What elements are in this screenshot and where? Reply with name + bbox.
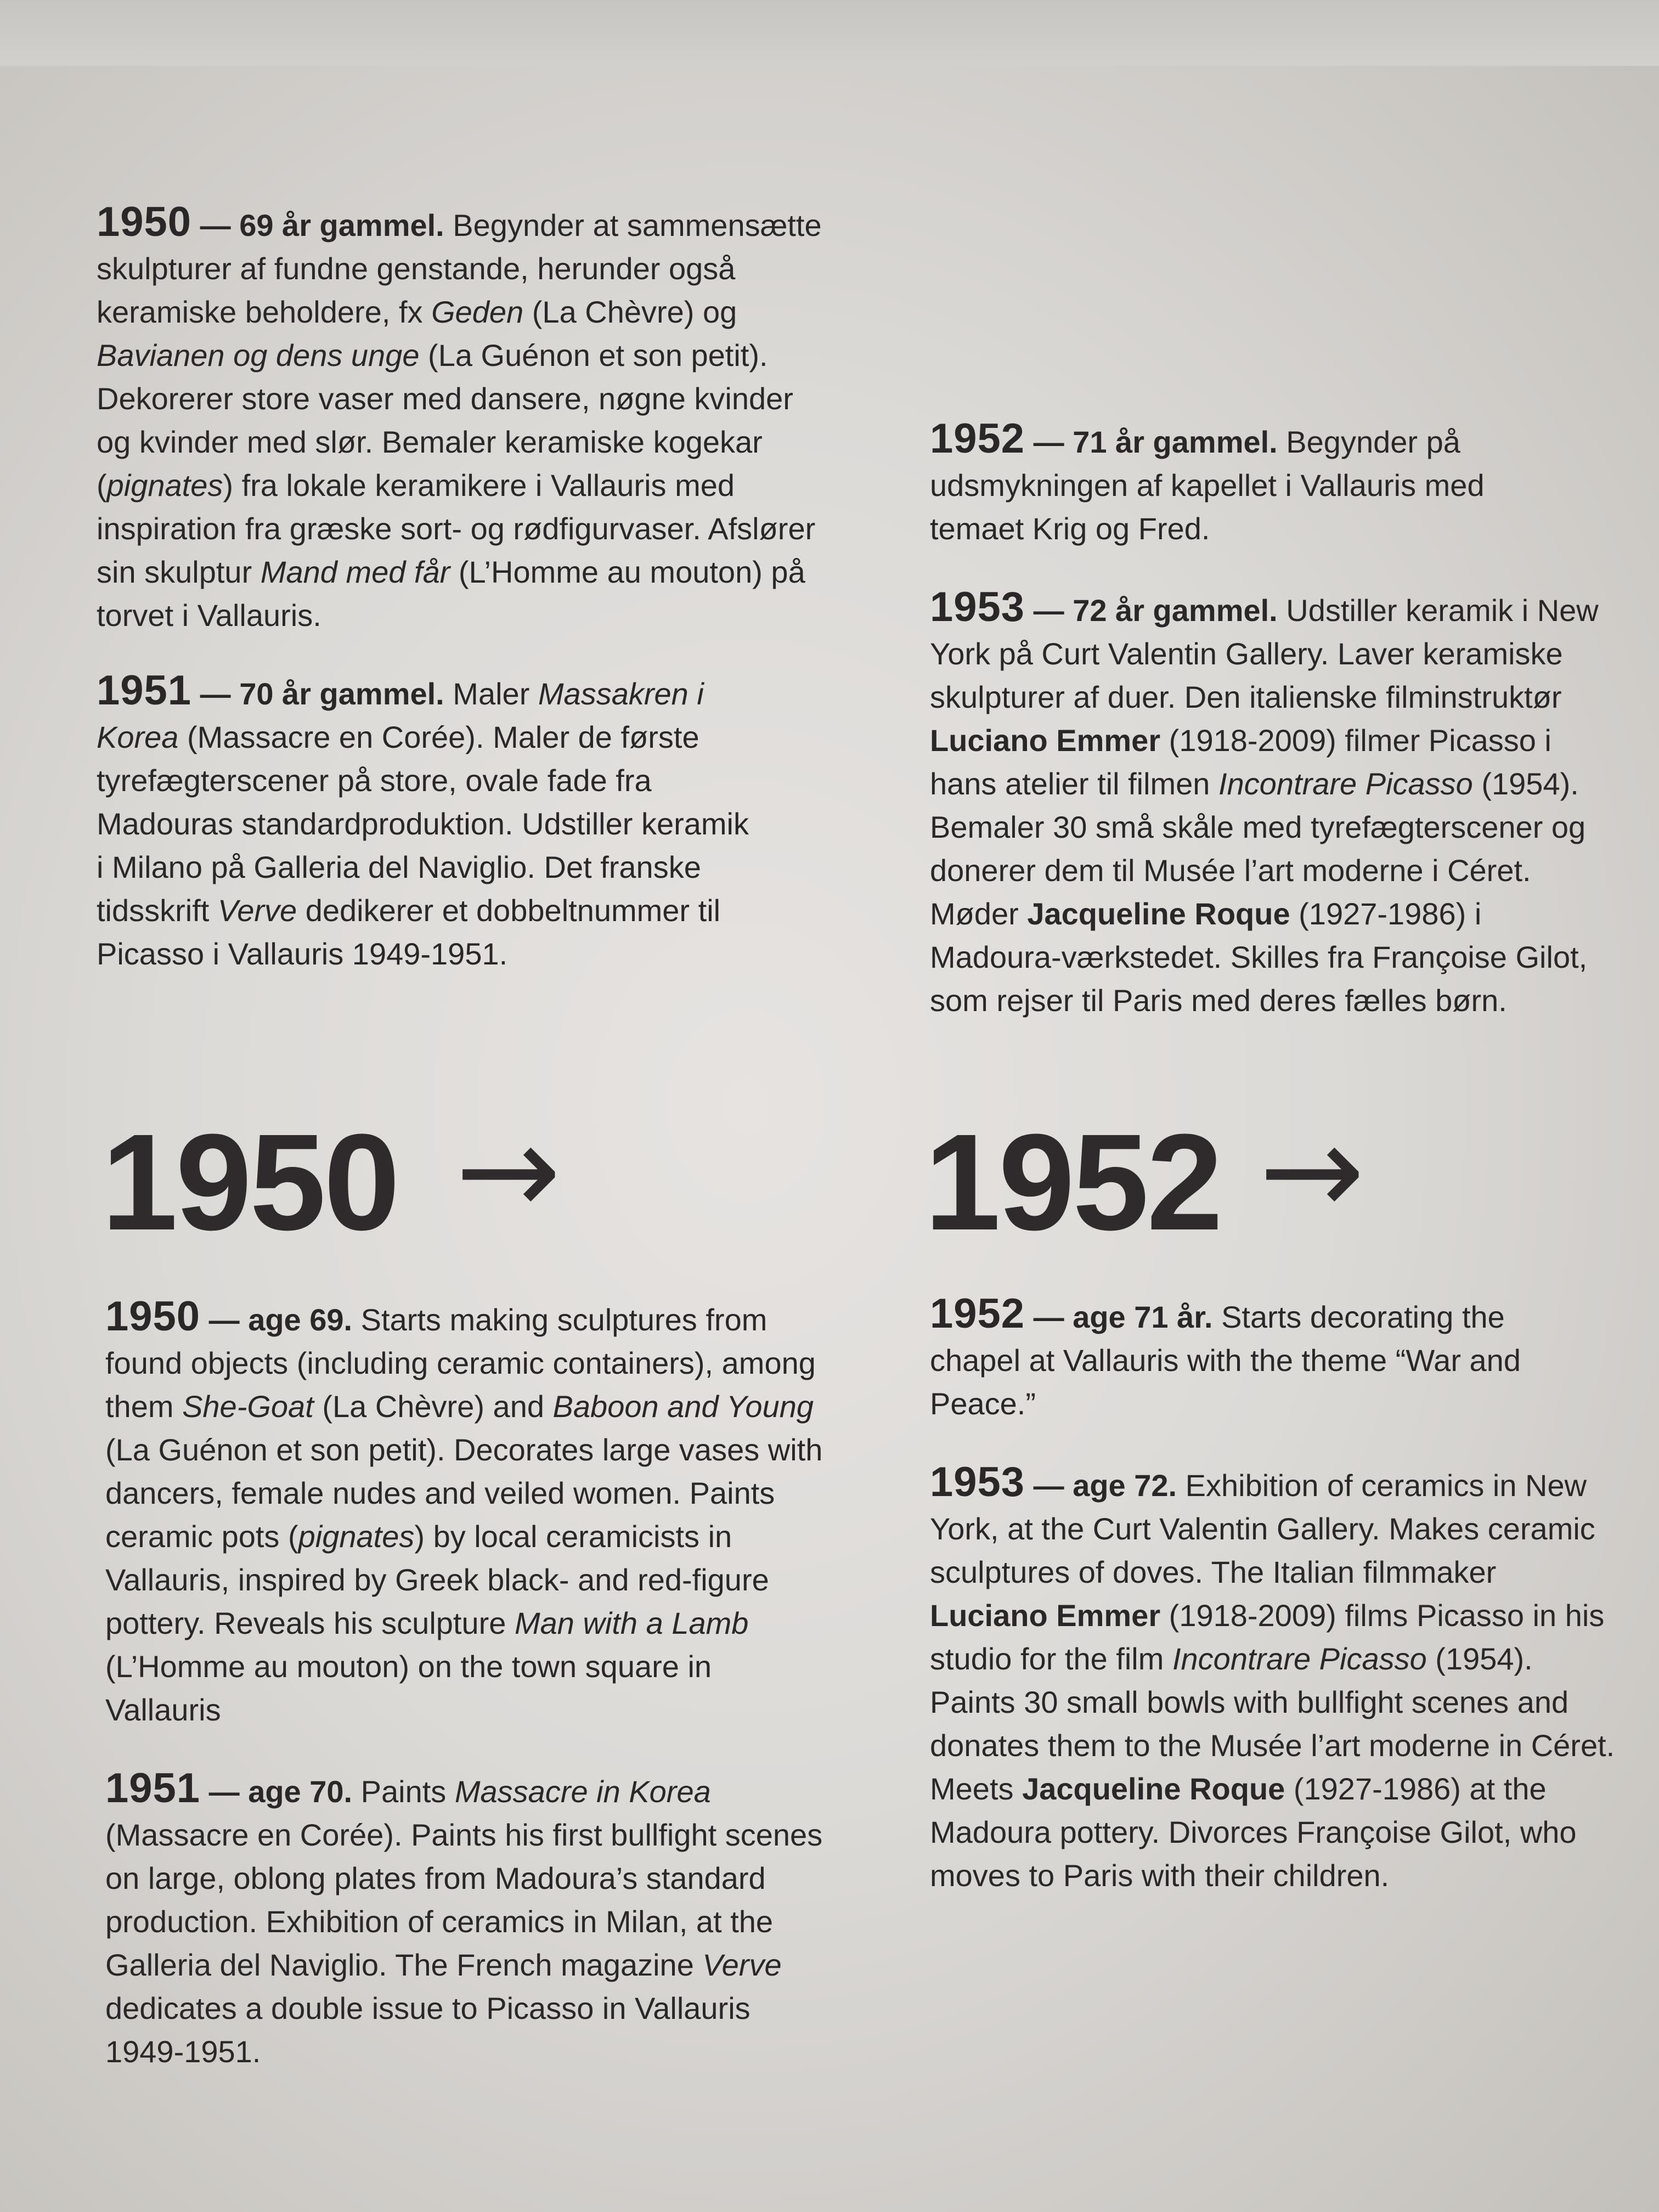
entry-year: 1953 [930, 1459, 1025, 1505]
entry-age: — age 71 år. [1033, 1300, 1213, 1334]
entry-year: 1953 [930, 584, 1025, 630]
entry-age: — age 70. [208, 1774, 353, 1809]
entry-year: 1952 [930, 415, 1025, 462]
entry-en-1953: 1953 — age 72. Exhibition of ceramics in New York, at the Curt Valentin Gallery. Makes ceramic sculptures of doves. The Italian filmmaker Luciano Emmer (1918-2009) films Picasso in his studio for the film Incontrare Picasso (1954). Paints 30 small bowls with bullfight scenes and donates them to the Musée l’art moderne in Céret. Meets Jacqueline Roque (1927-1986) at the Madoura pottery. Divorces Françoise Gilot, who moves to Paris with their children. [930, 1459, 1615, 1893]
entry-year: 1951 [97, 667, 192, 714]
danish-left-column [97, 200, 826, 975]
entry-age: — 69 år gammel. [200, 208, 444, 242]
entry-da-1951: 1951 — 70 år gammel. Maler Massakren i Korea (Massacre en Corée). Maler de første tyrefægterscener på store, ovale fade fra Madouras standardproduktion. Udstiller keramik i Milano på Galleria del Naviglio. Det franske tidsskrift Verve dedikerer et dobbeltnummer til Picasso i Vallauris 1949-1951. [97, 667, 749, 971]
danish-right-column [930, 417, 1610, 1022]
entry-year: 1952 [930, 1290, 1025, 1337]
entry-age: — 71 år gammel. [1033, 425, 1278, 459]
entry-year: 1951 [105, 1765, 201, 1812]
entry-age: — 72 år gammel. [1033, 593, 1278, 628]
entry-da-1953: 1953 — 72 år gammel. Udstiller keramik i New York på Curt Valentin Gallery. Laver keramiske skulpturer af duer. Den italienske filminstruktør Luciano Emmer (1918-2009) filmer Picasso i hans atelier til filmen Incontrare Picasso (1954). Bemaler 30 små skåle med tyrefægterscener og donerer dem til Musée l’art moderne i Céret. Møder Jacqueline Roque (1927-1986) i Madoura-værkstedet. Skilles fra Françoise Gilot, som rejser til Paris med deres fælles børn. [930, 584, 1599, 1018]
right-arrow-icon: → [455, 1098, 561, 1244]
entry-da-1950: 1950 — 69 år gammel. Begynder at sammensætte skulpturer af fundne genstande, herunder også keramiske beholdere, fx Geden (La Chèvre) og Bavianen og dens unge (La Guénon et son petit). Dekorerer store vaser med dansere, nøgne kvinder og kvinder med slør. Bemaler keramiske kogekar (pignates) fra lokale keramikere i Vallauris med inspiration fra græske sort- og rødfigurvaser. Afslører sin skulptur Mand med får (L’Homme au mouton) på torvet i Vallauris. [97, 199, 822, 633]
timeline-year-heading-left: 1950 [101, 1105, 398, 1259]
entry-da-1952: 1952 — 71 år gammel. Begynder på udsmykningen af kapellet i Vallauris med temaet Krig og Fred. [930, 415, 1485, 546]
timeline-year-heading-right: 1952 [924, 1105, 1221, 1259]
entry-year: 1950 [105, 1293, 201, 1340]
entry-en-1950: 1950 — age 69. Starts making sculptures from found objects (including ceramic containers), among them She-Goat (La Chèvre) and Baboon and Young (La Guénon et son petit). Decorates large vases with dancers, female nudes and veiled women. Paints ceramic pots (pignates) by local ceramicists in Vallauris, inspired by Greek black- and red-figure pottery. Reveals his sculpture Man with a Lamb (L’Homme au mouton) on the town square in Vallauris [105, 1293, 823, 1727]
entry-age: — age 69. [208, 1302, 353, 1337]
english-right-column [930, 1292, 1621, 1897]
english-left-column [105, 1295, 835, 2073]
entry-en-1951: 1951 — age 70. Paints Massacre in Korea (Massacre en Corée). Paints his first bullfight scenes on large, oblong plates from Madoura’s standard production. Exhibition of ceramics in Milan, at the Galleria del Naviglio. The French magazine Verve dedicates a double issue to Picasso in Vallauris 1949-1951. [105, 1765, 823, 2069]
entry-age: — age 72. [1033, 1468, 1177, 1503]
right-arrow-icon: → [1259, 1098, 1365, 1244]
entry-age: — 70 år gammel. [200, 676, 444, 711]
entry-en-1952: 1952 — age 71 år. Starts decorating the chapel at Vallauris with the theme “War and Peace.” [930, 1290, 1521, 1421]
entry-year: 1950 [97, 199, 192, 245]
wall-top-band [0, 0, 1659, 66]
